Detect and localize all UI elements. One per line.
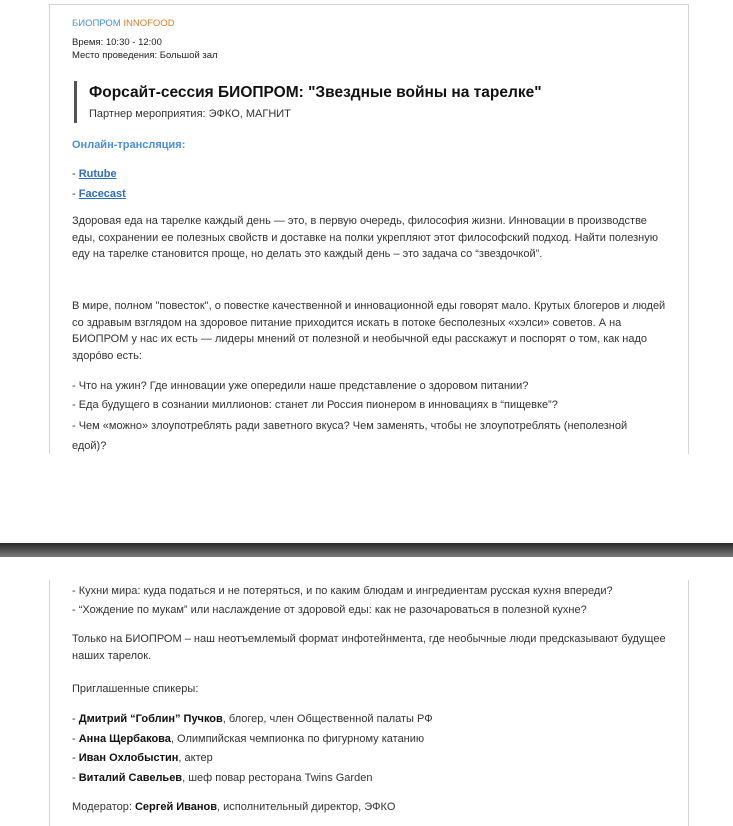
dash: - [72,713,76,725]
question-item-continuation: едой)? [72,440,107,452]
event-title-block [74,81,637,123]
intro-paragraph-2: В мире, полном "повесток", о повестке качественной и инновационной еды говорят мало. Крутых блогеров и людей со здравым взглядом на здоровое питание приходится искать в потоке бесполезных «хэлси» советов. А на БИОПРОМ у нас их есть — лидеры мнений от полезной и необычной еды расскажут и поспорят о том, как надо здорóво есть: [72,300,666,362]
event-venue: Место проведения: Большой зал [72,50,218,61]
tag-innofood[interactable]: INNOFOOD [123,18,175,29]
event-partner: Партнер мероприятия: ЭФКО, МАГНИТ [89,108,291,120]
document-page-1 [49,4,689,454]
moderator [72,801,395,813]
dash: - [72,188,76,200]
format-paragraph: Только на БИОПРОМ – наш неотъемлемый формат инфотейнмента, где необычные люди предсказывают будущее наших тарелок. [72,633,666,662]
speaker-item [72,772,372,784]
facecast-link[interactable]: Facecast [78,188,126,200]
stream-link-row [72,168,117,180]
moderator-role: , исполнительный директор, ЭФКО [217,801,396,813]
event-time: Время: 10:30 - 12:00 [72,37,162,48]
moderator-label: Модератор: [72,801,135,813]
page-title: Форсайт-сессия БИОПРОМ: "Звездные войны на тарелке" [89,84,542,101]
dash: - [72,772,76,784]
stream-link-row [72,188,126,200]
moderator-name: Сергей Иванов [134,801,218,813]
speaker-item [72,713,433,725]
page-separator [0,543,733,557]
speaker-role: , шеф повар ресторана Twins Garden [182,772,373,784]
document-page-2 [49,580,689,826]
tag-biprom[interactable]: БИОПРОМ [72,18,121,29]
rutube-link[interactable]: Rutube [78,168,117,180]
question-item: - “Хождение по мукам” или наслаждение от здоровой еды: как не разочароваться в полезной кухне? [72,604,587,616]
speaker-name: Виталий Савельев [78,772,183,784]
speakers-heading: Приглашенные спикеры: [72,683,199,695]
event-tags [72,18,175,29]
intro-paragraph-1: Здоровая еда на тарелке каждый день — это, в первую очередь, философия жизни. Инновации в производстве еды, сохранении ее полезных свойств и доставке на полки укрепляют этот философский подход. Найти полезную еду на тарелке становится проще, но делать это каждый день – это задача со “звездочкой”. [72,215,658,260]
speaker-role: , актер [178,752,213,764]
dash: - [72,168,76,180]
speaker-item [72,752,213,764]
speaker-role: , Олимпийская чемпионка по фигурному катанию [170,733,425,745]
speaker-name: Дмитрий “Гоблин” Пучков [78,713,223,725]
dash: - [72,733,76,745]
question-item: - Кухни мира: куда податься и не потеряться, и по каким блюдам и ингредиентам русская кухня впереди? [72,585,613,597]
speaker-name: Анна Щербакова [78,733,171,745]
speaker-role: , блогер, член Общественной палаты РФ [222,713,433,725]
question-item: - Чем «можно» злоупотреблять ради заветного вкуса? Чем заменять, чтобы не злоупотреблять (неполезной [72,420,628,432]
speaker-name: Иван Охлобыстин [78,752,179,764]
stream-heading: Онлайн-трансляция: [72,139,186,151]
question-item: - Еда будущего в сознании миллионов: станет ли Россия пионером в инновациях в “пищевке”? [72,399,558,411]
speaker-item [72,733,424,745]
dash: - [72,752,76,764]
question-item: - Что на ужин? Где инновации уже опередили наше представление о здоровом питании? [72,380,529,392]
